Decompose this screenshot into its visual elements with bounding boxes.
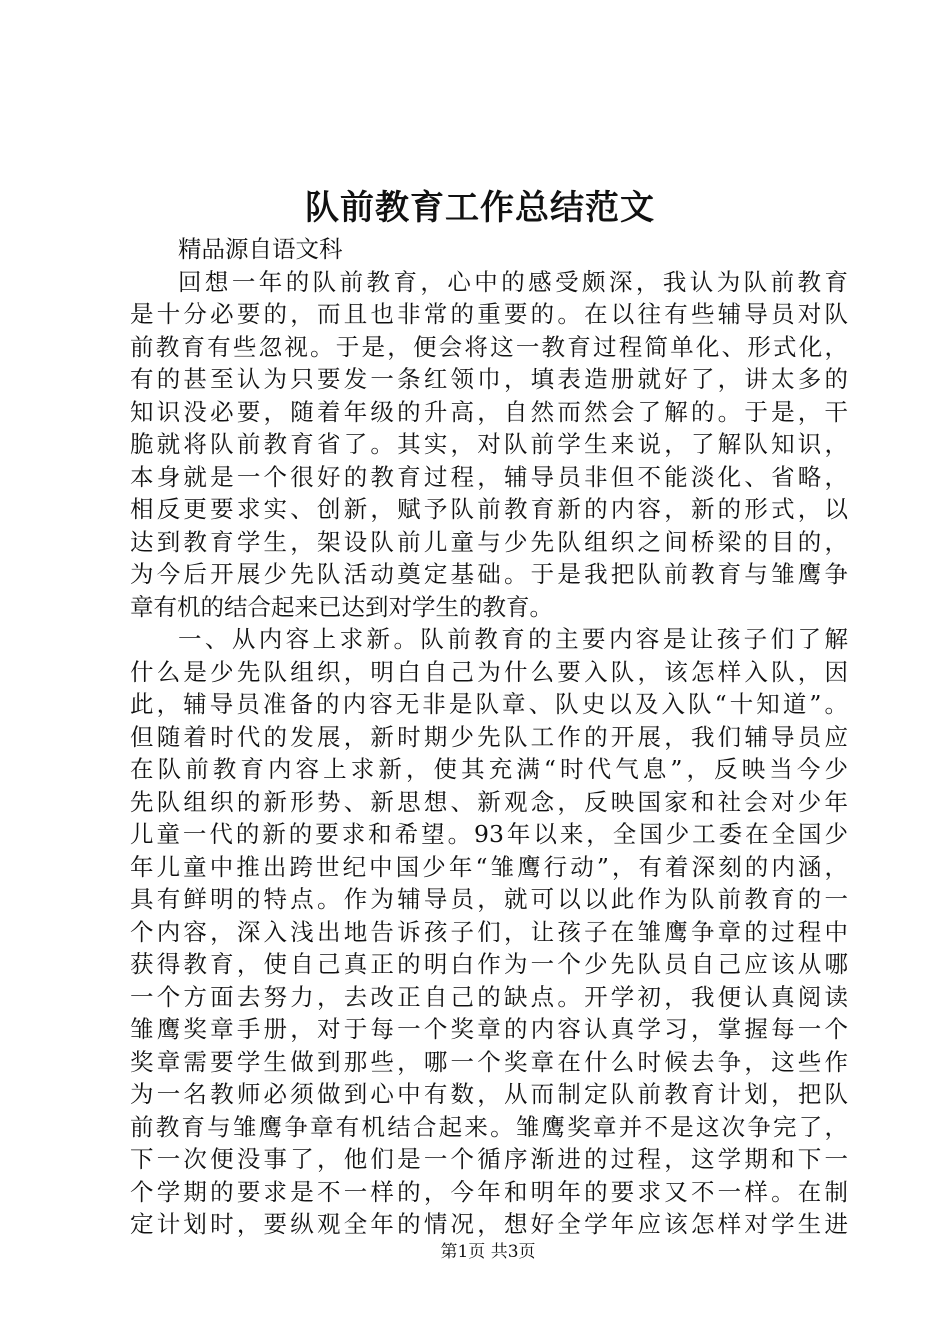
text-line: 定计划时，要纵观全年的情况，想好全学年应该怎样对学生进 — [130, 1210, 848, 1238]
text-line: 章有机的结合起来已达到对学生的教育。 — [130, 592, 553, 621]
page-title: 队前教育工作总结范文 — [305, 188, 655, 228]
text-line: 先队组织的新形势、新思想、新观念，反映国家和社会对少年 — [130, 787, 848, 816]
text-line: 达到教育学生，架设队前儿童与少先队组织之间桥梁的目的， — [130, 527, 848, 556]
text-line: 本身就是一个很好的教育过程，辅导员非但不能淡化、省略， — [130, 462, 848, 491]
text-line: 奖章需要学生做到那些，哪一个奖章在什么时候去争，这些作 — [130, 1047, 848, 1076]
source-line: 精品源自语文科 — [178, 235, 343, 263]
text-line: 前教育有些忽视。于是，便会将这一教育过程简单化、形式化， — [130, 332, 848, 361]
text-line: 此，辅导员准备的内容无非是队章、队史以及入队“十知道”。 — [130, 690, 848, 718]
text-line: 一个方面去努力，去改正自己的缺点。开学初，我便认真阅读 — [130, 982, 848, 1011]
text-line: 个内容，深入浅出地告诉孩子们，让孩子在雏鹰争章的过程中 — [130, 917, 848, 946]
text-line: 一、从内容上求新。队前教育的主要内容是让孩子们了解 — [178, 625, 848, 653]
page-number-footer: 第1页 共3页 — [440, 1242, 536, 1262]
text-line: 脆就将队前教育省了。其实，对队前学生来说，了解队知识， — [130, 430, 848, 458]
text-line: 相反更要求实、创新，赋予队前教育新的内容，新的形式，以 — [130, 495, 848, 523]
text-line: 有的甚至认为只要发一条红领巾，填表造册就好了，讲太多的 — [130, 365, 848, 393]
text-line: 为今后开展少先队活动奠定基础。于是我把队前教育与雏鹰争 — [130, 560, 848, 588]
text-line: 为一名教师必须做到心中有数，从而制定队前教育计划，把队 — [130, 1080, 848, 1108]
text-line: 获得教育，使自己真正的明白作为一个少先队员自己应该从哪 — [130, 950, 848, 978]
text-line: 知识没必要，随着年级的升高，自然而然会了解的。于是，干 — [130, 397, 848, 426]
text-line: 但随着时代的发展，新时期少先队工作的开展，我们辅导员应 — [130, 722, 848, 751]
text-line: 前教育与雏鹰争章有机结合起来。雏鹰奖章并不是这次争完了， — [130, 1112, 848, 1141]
text-line: 年儿童中推出跨世纪中国少年“雏鹰行动”，有着深刻的内涵， — [130, 852, 848, 881]
text-line: 雏鹰奖章手册，对于每一个奖章的内容认真学习，掌握每一个 — [130, 1015, 848, 1043]
text-line: 儿童一代的新的要求和希望。93年以来，全国少工委在全国少 — [130, 820, 848, 848]
text-line: 是十分必要的，而且也非常的重要的。在以往有些辅导员对队 — [130, 300, 848, 328]
document-body — [130, 233, 848, 1241]
text-line: 下一次便没事了，他们是一个循序渐进的过程，这学期和下一 — [130, 1145, 848, 1173]
text-line: 什么是少先队组织，明白自己为什么要入队，该怎样入队，因 — [130, 657, 848, 686]
text-line: 在队前教育内容上求新，使其充满“时代气息”，反映当今少 — [130, 755, 848, 783]
text-line: 个学期的要求是不一样的，今年和明年的要求又不一样。在制 — [130, 1177, 848, 1206]
text-line: 具有鲜明的特点。作为辅导员，就可以以此作为队前教育的一 — [130, 885, 848, 913]
text-line: 回想一年的队前教育，心中的感受颇深，我认为队前教育 — [178, 267, 848, 296]
